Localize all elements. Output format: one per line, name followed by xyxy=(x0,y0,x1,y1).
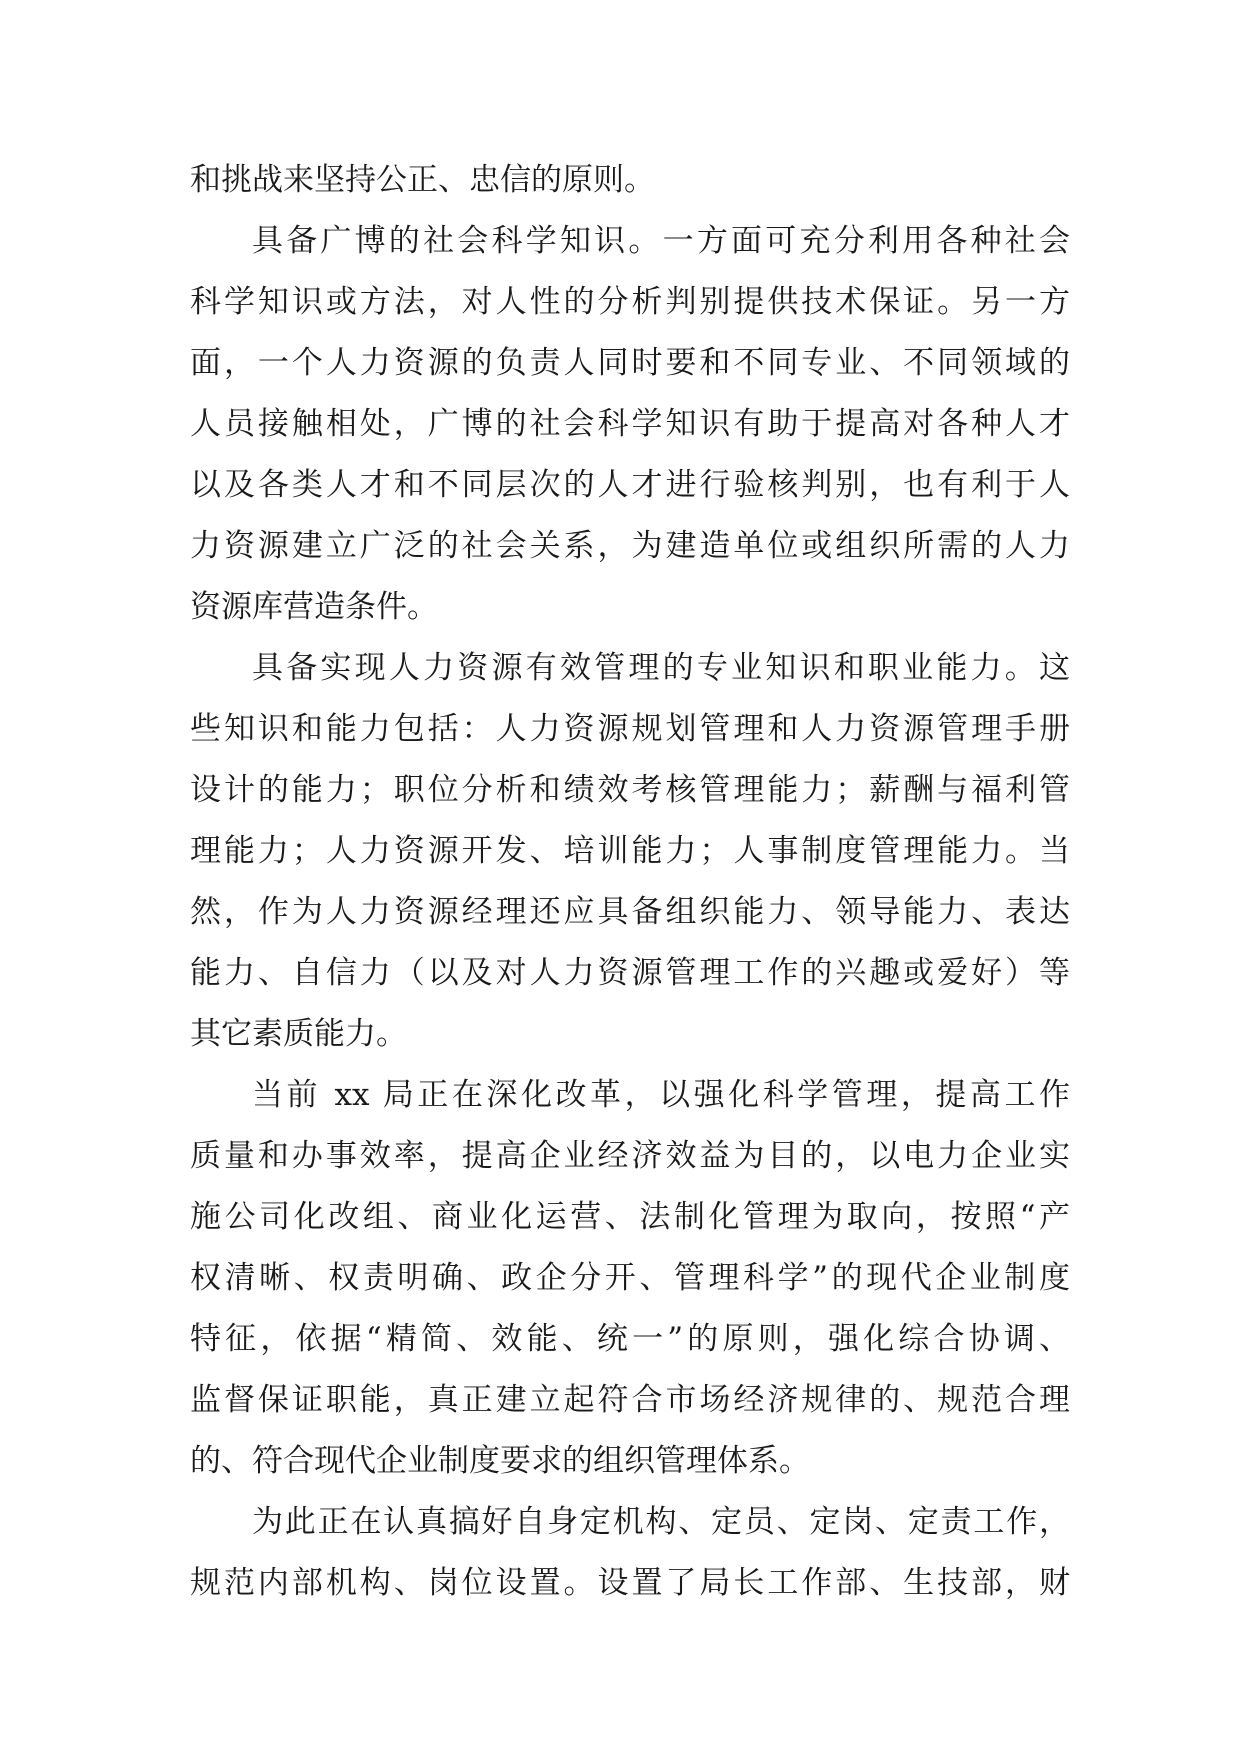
text-line: 的、符合现代企业制度要求的组织管理体系。 xyxy=(190,1443,810,1479)
text-line: 具备实现人力资源有效管理的专业知识和职业能力。这 xyxy=(252,650,1070,686)
text-line: 其它素质能力。 xyxy=(190,1016,407,1052)
text-line: 权清晰、权责明确、政企分开、管理科学”的现代企业制度 xyxy=(190,1260,1070,1296)
text-line: 特征，依据“精简、效能、统一”的原则，强化综合协调、 xyxy=(190,1321,1070,1357)
text-line: 资源库营造条件。 xyxy=(190,589,438,625)
text-line: 监督保证职能，真正建立起符合市场经济规律的、规范合理 xyxy=(190,1382,1070,1418)
text-line: 以及各类人才和不同层次的人才进行验核判别，也有利于人 xyxy=(190,467,1070,503)
text-line: 人员接触相处，广博的社会科学知识有助于提高对各种人才 xyxy=(190,406,1070,442)
text-line: 然，作为人力资源经理还应具备组织能力、领导能力、表达 xyxy=(190,894,1070,930)
text-line: 设计的能力；职位分析和绩效考核管理能力；薪酬与福利管 xyxy=(190,772,1070,808)
text-line: 力资源建立广泛的社会关系，为建造单位或组织所需的人力 xyxy=(190,528,1070,564)
text-line: 面，一个人力资源的负责人同时要和不同专业、不同领域的 xyxy=(190,345,1070,381)
text-line: 质量和办事效率，提高企业经济效益为目的，以电力企业实 xyxy=(190,1138,1070,1174)
text-line: 规范内部机构、岗位设置。设置了局长工作部、生技部，财 xyxy=(190,1565,1070,1601)
text-line: 和挑战来坚持公正、忠信的原则。 xyxy=(190,162,655,198)
text-line: 为此正在认真搞好自身定机构、定员、定岗、定责工作， xyxy=(252,1504,1070,1540)
text-line: 理能力；人力资源开发、培训能力；人事制度管理能力。当 xyxy=(190,833,1070,869)
text-line: 能力、自信力（以及对人力资源管理工作的兴趣或爱好）等 xyxy=(190,955,1070,991)
text-line: 些知识和能力包括：人力资源规划管理和人力资源管理手册 xyxy=(190,711,1070,747)
text-line: 当前 xx 局正在深化改革，以强化科学管理，提高工作 xyxy=(252,1077,1070,1113)
text-line: 具备广博的社会科学知识。一方面可充分利用各种社会 xyxy=(252,223,1070,259)
body-text xyxy=(190,150,1070,1614)
text-line: 科学知识或方法，对人性的分析判别提供技术保证。另一方 xyxy=(190,284,1070,320)
text-line: 施公司化改组、商业化运营、法制化管理为取向，按照“产 xyxy=(190,1199,1070,1235)
